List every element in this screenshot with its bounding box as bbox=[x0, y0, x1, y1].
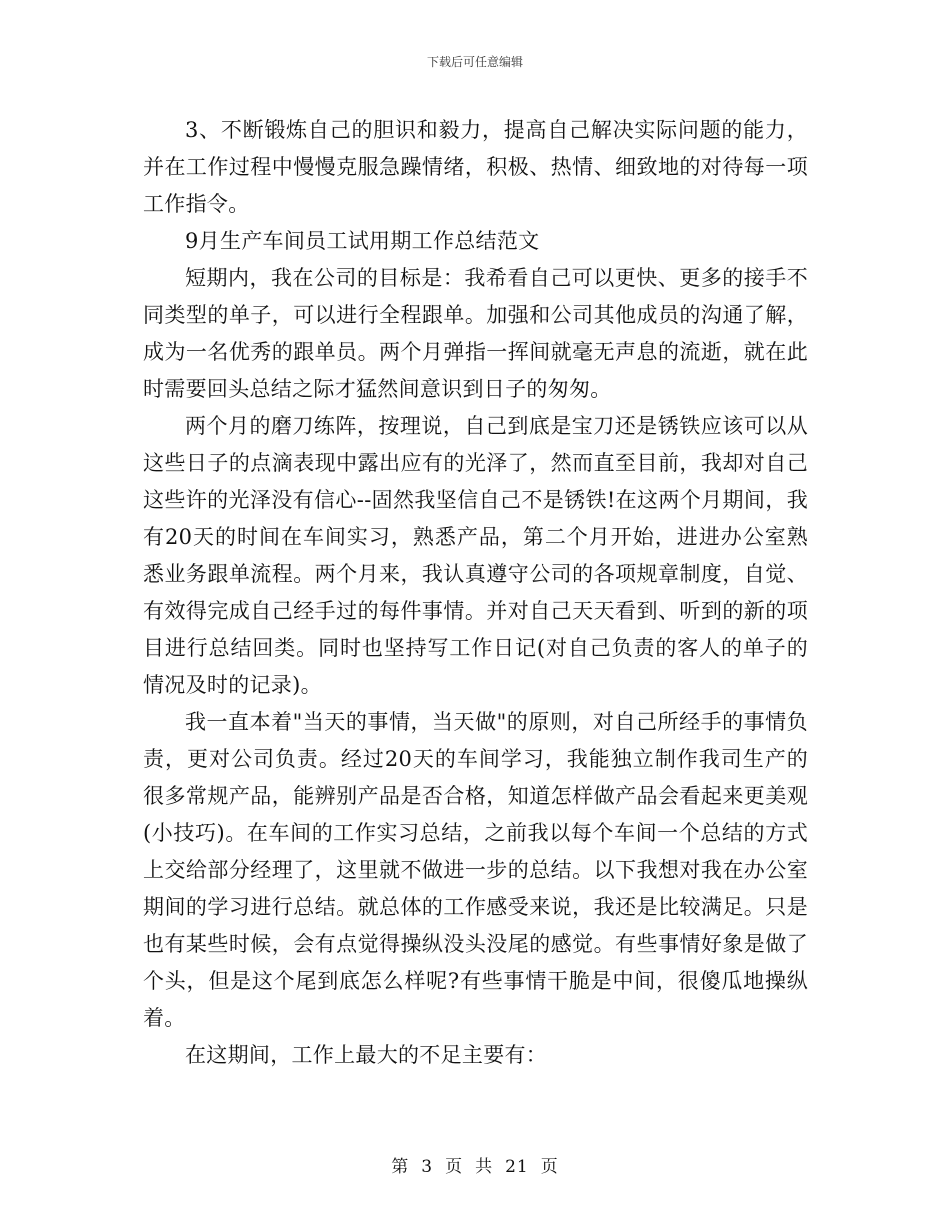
paragraph-principle: 我一直本着"当天的事情，当天做"的原则，对自己所经手的事情负责，更对公司负责。经过20天的车间学习，我能独立制作我司生产的很多常规产品，能辨别产品是否合格，知道怎样做产品会看起来更美观(小技巧)。在车间的工作实习总结，之前我以每个车间一个总结的方式上交给部分经理了，这里就不做进一步的总结。以下我想对我在办公室期间的学习进行总结。就总体的工作感受来说，我还是比较满足。只是也有某些时候，会有点觉得操纵没头没尾的感觉。有些事情好象是做了个头，但是这个尾到底怎么样呢?有些事情干脆是中间，很傻瓜地操纵着。 bbox=[143, 710, 808, 1030]
paragraph-item-3: 3、不断锻炼自己的胆识和毅力，提高自己解决实际问题的能力，并在工作过程中慢慢克服急躁情绪，积极、热情、细致地的对待每一项工作指令。 bbox=[143, 118, 808, 216]
footer-total-label: 共 bbox=[475, 1157, 494, 1177]
paragraph-goals: 短期内，我在公司的目标是：我希看自己可以更快、更多的接手不同类型的单子，可以进行全程跟单。加强和公司其他成员的沟通了解，成为一名优秀的跟单员。两个月弹指一挥间就毫无声息的流逝，就在此时需要回头总结之际才猛然间意识到日子的匆匆。 bbox=[143, 266, 808, 401]
footer-total-pages: 21 bbox=[505, 1157, 529, 1177]
section-title: 9月生产车间员工试用期工作总结范文 bbox=[185, 229, 540, 253]
page-header: 下载后可任意编辑 bbox=[426, 55, 523, 69]
footer-current-page: 3 bbox=[421, 1157, 434, 1177]
footer-page-label: 第 bbox=[391, 1157, 410, 1177]
paragraph-two-months: 两个月的磨刀练阵，按理说，自己到底是宝刀还是锈铁应该可以从这些日子的点滴表现中露出应有的光泽了，然而直至目前，我却对自己这些许的光泽没有信心--固然我坚信自己不是锈铁!在这两个月期间，我有20天的时间在车间实习，熟悉产品，第二个月开始，进进办公室熟悉业务跟单流程。两个月来，我认真遵守公司的各项规章制度，自觉、有效得完成自己经手过的每件事情。并对自己天天看到、听到的新的项目进行总结回类。同时也坚持写工作日记(对自己负责的客人的单子的情况及时的记录)。 bbox=[143, 414, 808, 697]
document-body bbox=[143, 112, 808, 1074]
paragraph-shortcomings: 在这期间，工作上最大的不足主要有： bbox=[185, 1043, 548, 1067]
footer-page-unit: 页 bbox=[445, 1157, 464, 1177]
page-footer bbox=[0, 1152, 950, 1177]
footer-total-unit: 页 bbox=[540, 1157, 559, 1177]
